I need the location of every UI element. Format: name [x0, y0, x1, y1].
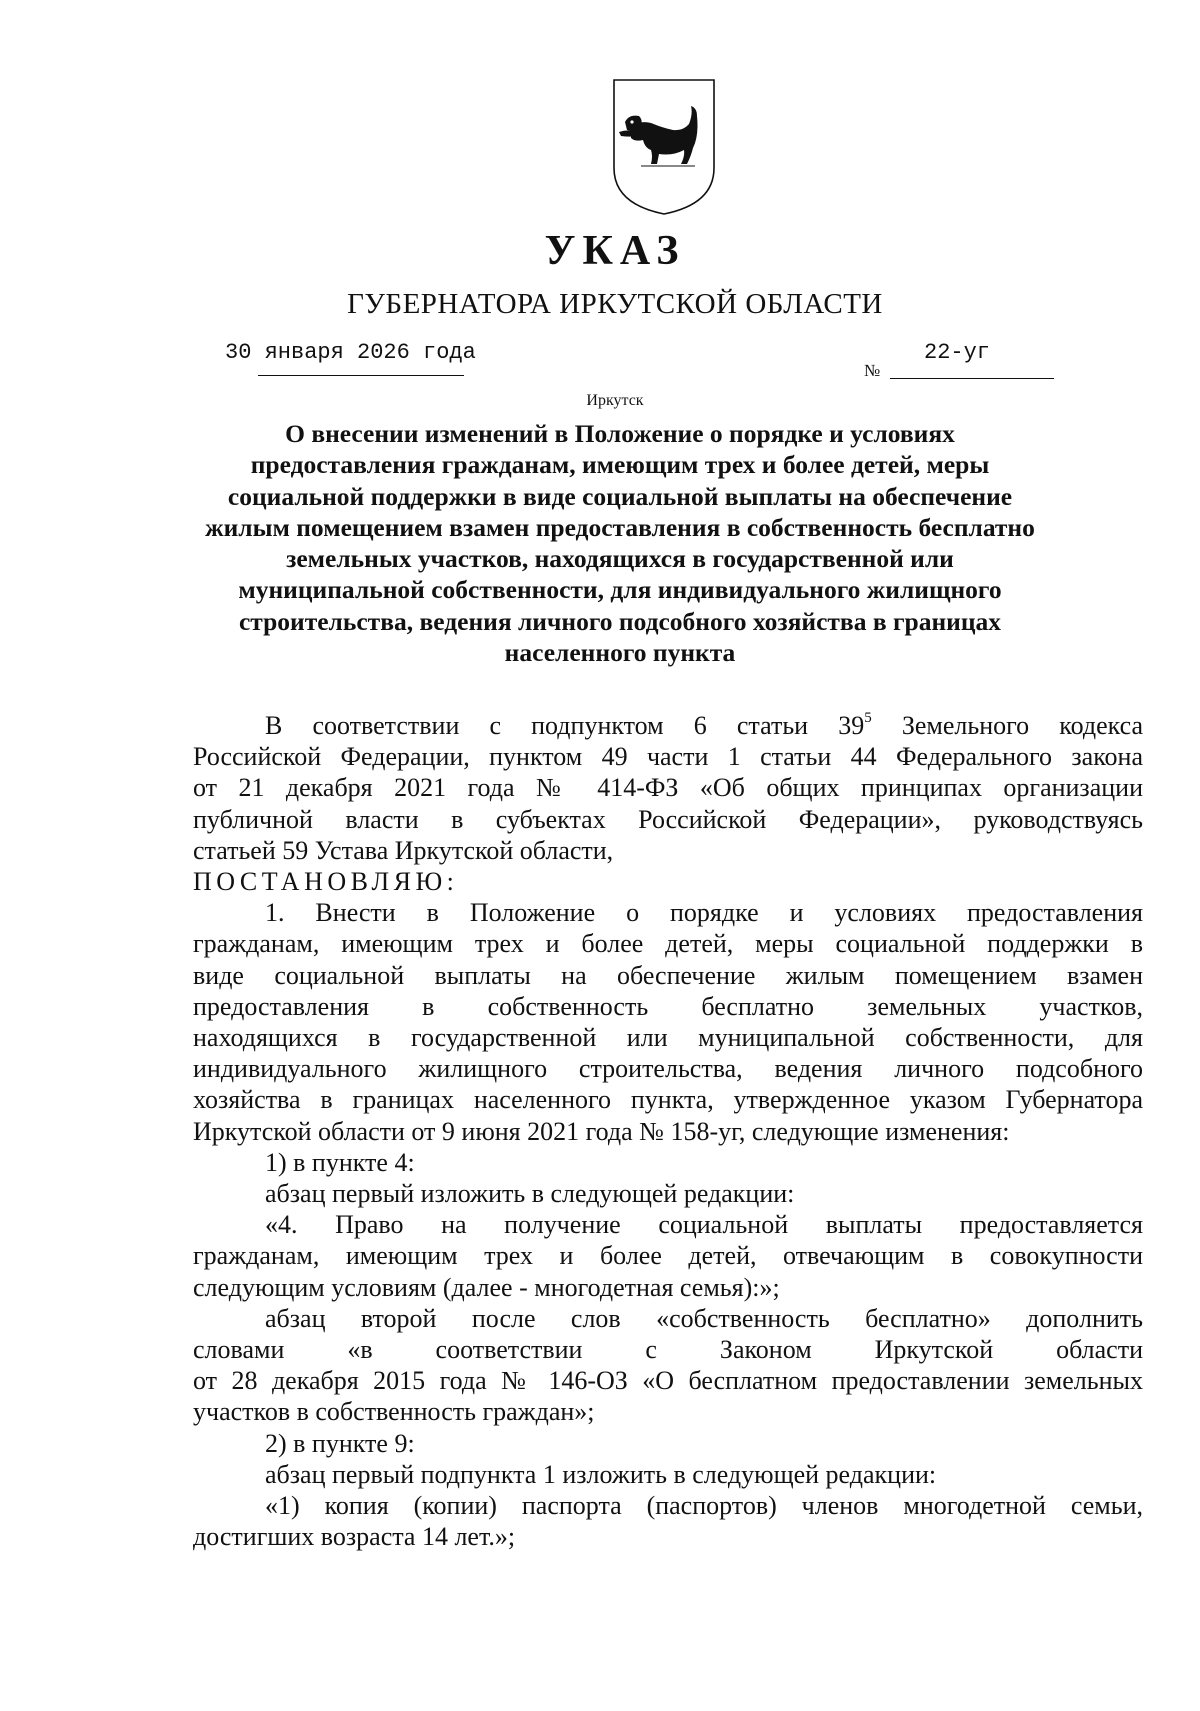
paragraph-1-line: находящихся в государственной или муниципальной собственности, для	[193, 1023, 1143, 1053]
item-1: 1) в пункте 4:	[265, 1147, 415, 1177]
paragraph-1-line: хозяйства в границах населенного пункта, утвержденное указом Губернатора	[193, 1085, 1143, 1115]
document-number: 22-уг	[924, 340, 991, 365]
number-sign: №	[864, 361, 881, 380]
heading-line: О внесении изменений в Положение о порядке и условиях	[285, 419, 955, 448]
heading-line: населенного пункта	[504, 638, 736, 668]
document-date: 30 января 2026 года	[225, 340, 476, 365]
paragraph-1-line: гражданам, имеющим трех и более детей, меры социальной поддержки в	[193, 929, 1143, 959]
paragraph-1-line: виде социальной выплаты на обеспечение жилым помещением взамен	[193, 960, 1143, 990]
document-title: УКАЗ	[544, 228, 686, 274]
paragraph-1-line: индивидуального жилищного строительства, ведения личного подсобного	[193, 1054, 1143, 1084]
item-1-instruction: абзац первый изложить в следующей редакции:	[265, 1179, 795, 1209]
paragraph-2-line: абзац второй после слов «собственность бесплатно» дополнить	[265, 1303, 1143, 1333]
quote-2-line: достигших возраста 14 лет.»;	[193, 1522, 516, 1552]
preamble-line: В соответствии с подпунктом 6 статьи $39^5$ Земельного кодекса	[265, 710, 1143, 740]
preamble-line: от 21 декабря 2021 года № 414-ФЗ «Об общих принципах организации	[193, 773, 1143, 803]
decree-word: ПОСТАНОВЛЯЮ:	[193, 867, 459, 897]
quote-1-line: «4. Право на получение социальной выплаты предоставляется	[265, 1210, 1143, 1240]
heading-line: предоставления гражданам, имеющим трех и более детей, меры	[250, 450, 990, 480]
number-underline	[890, 378, 1054, 379]
quote-1-line: гражданам, имеющим трех и более детей, отвечающим в совокупности	[193, 1241, 1143, 1271]
paragraph-2-line: словами «в соответствии с Законом Иркутской области	[193, 1335, 1143, 1365]
heading-line: земельных участков, находящихся в государственной или	[286, 544, 954, 574]
paragraph-2-line: от 28 декабря 2015 года № 146-ОЗ «О бесплатном предоставлении земельных	[193, 1366, 1143, 1396]
preamble-line: Российской Федерации, пунктом 49 части 1 статьи 44 Федерального закона	[193, 742, 1143, 772]
heading-line: муниципальной собственности, для индивидуального жилищного	[238, 575, 1002, 605]
coat-of-arms-emblem	[611, 76, 717, 216]
heading-line: социальной поддержки в виде социальной выплаты на обеспечение	[227, 481, 1013, 511]
paragraph-1-line: Иркутской области от 9 июня 2021 года № 158-уг, следующие изменения:	[193, 1116, 1010, 1146]
heading-line: строительства, ведения личного подсобного хозяйства в границах	[238, 606, 1002, 636]
item-2: 2) в пункте 9:	[265, 1428, 415, 1458]
preamble-line: публичной власти в субъектах Российской Федерации», руководствуясь	[193, 804, 1143, 834]
paragraph-1-line: предоставления в собственность бесплатно земельных участков,	[193, 991, 1143, 1021]
document-city: Иркутск	[586, 392, 644, 409]
quote-1-line: следующим условиям (далее - многодетная семья):»;	[193, 1272, 780, 1302]
superscript: 5	[864, 710, 872, 727]
document-issuer: ГУБЕРНАТОРА ИРКУТСКОЙ ОБЛАСТИ	[347, 288, 883, 320]
paragraph-1-line: 1. Внести в Положение о порядке и условиях предоставления	[265, 898, 1143, 928]
preamble-line: статьей 59 Устава Иркутской области,	[193, 835, 614, 865]
quote-2-line: «1) копия (копии) паспорта (паспортов) членов многодетной семьи,	[265, 1491, 1143, 1521]
paragraph-2-line: участков в собственность граждан»;	[193, 1397, 595, 1427]
date-underline	[258, 375, 464, 376]
heading-line: жилым помещением взамен предоставления в собственность бесплатно	[205, 512, 1035, 542]
item-2-instruction: абзац первый подпункта 1 изложить в следующей редакции:	[265, 1459, 937, 1489]
document-heading	[180, 418, 1060, 668]
document-body	[193, 710, 1143, 1552]
